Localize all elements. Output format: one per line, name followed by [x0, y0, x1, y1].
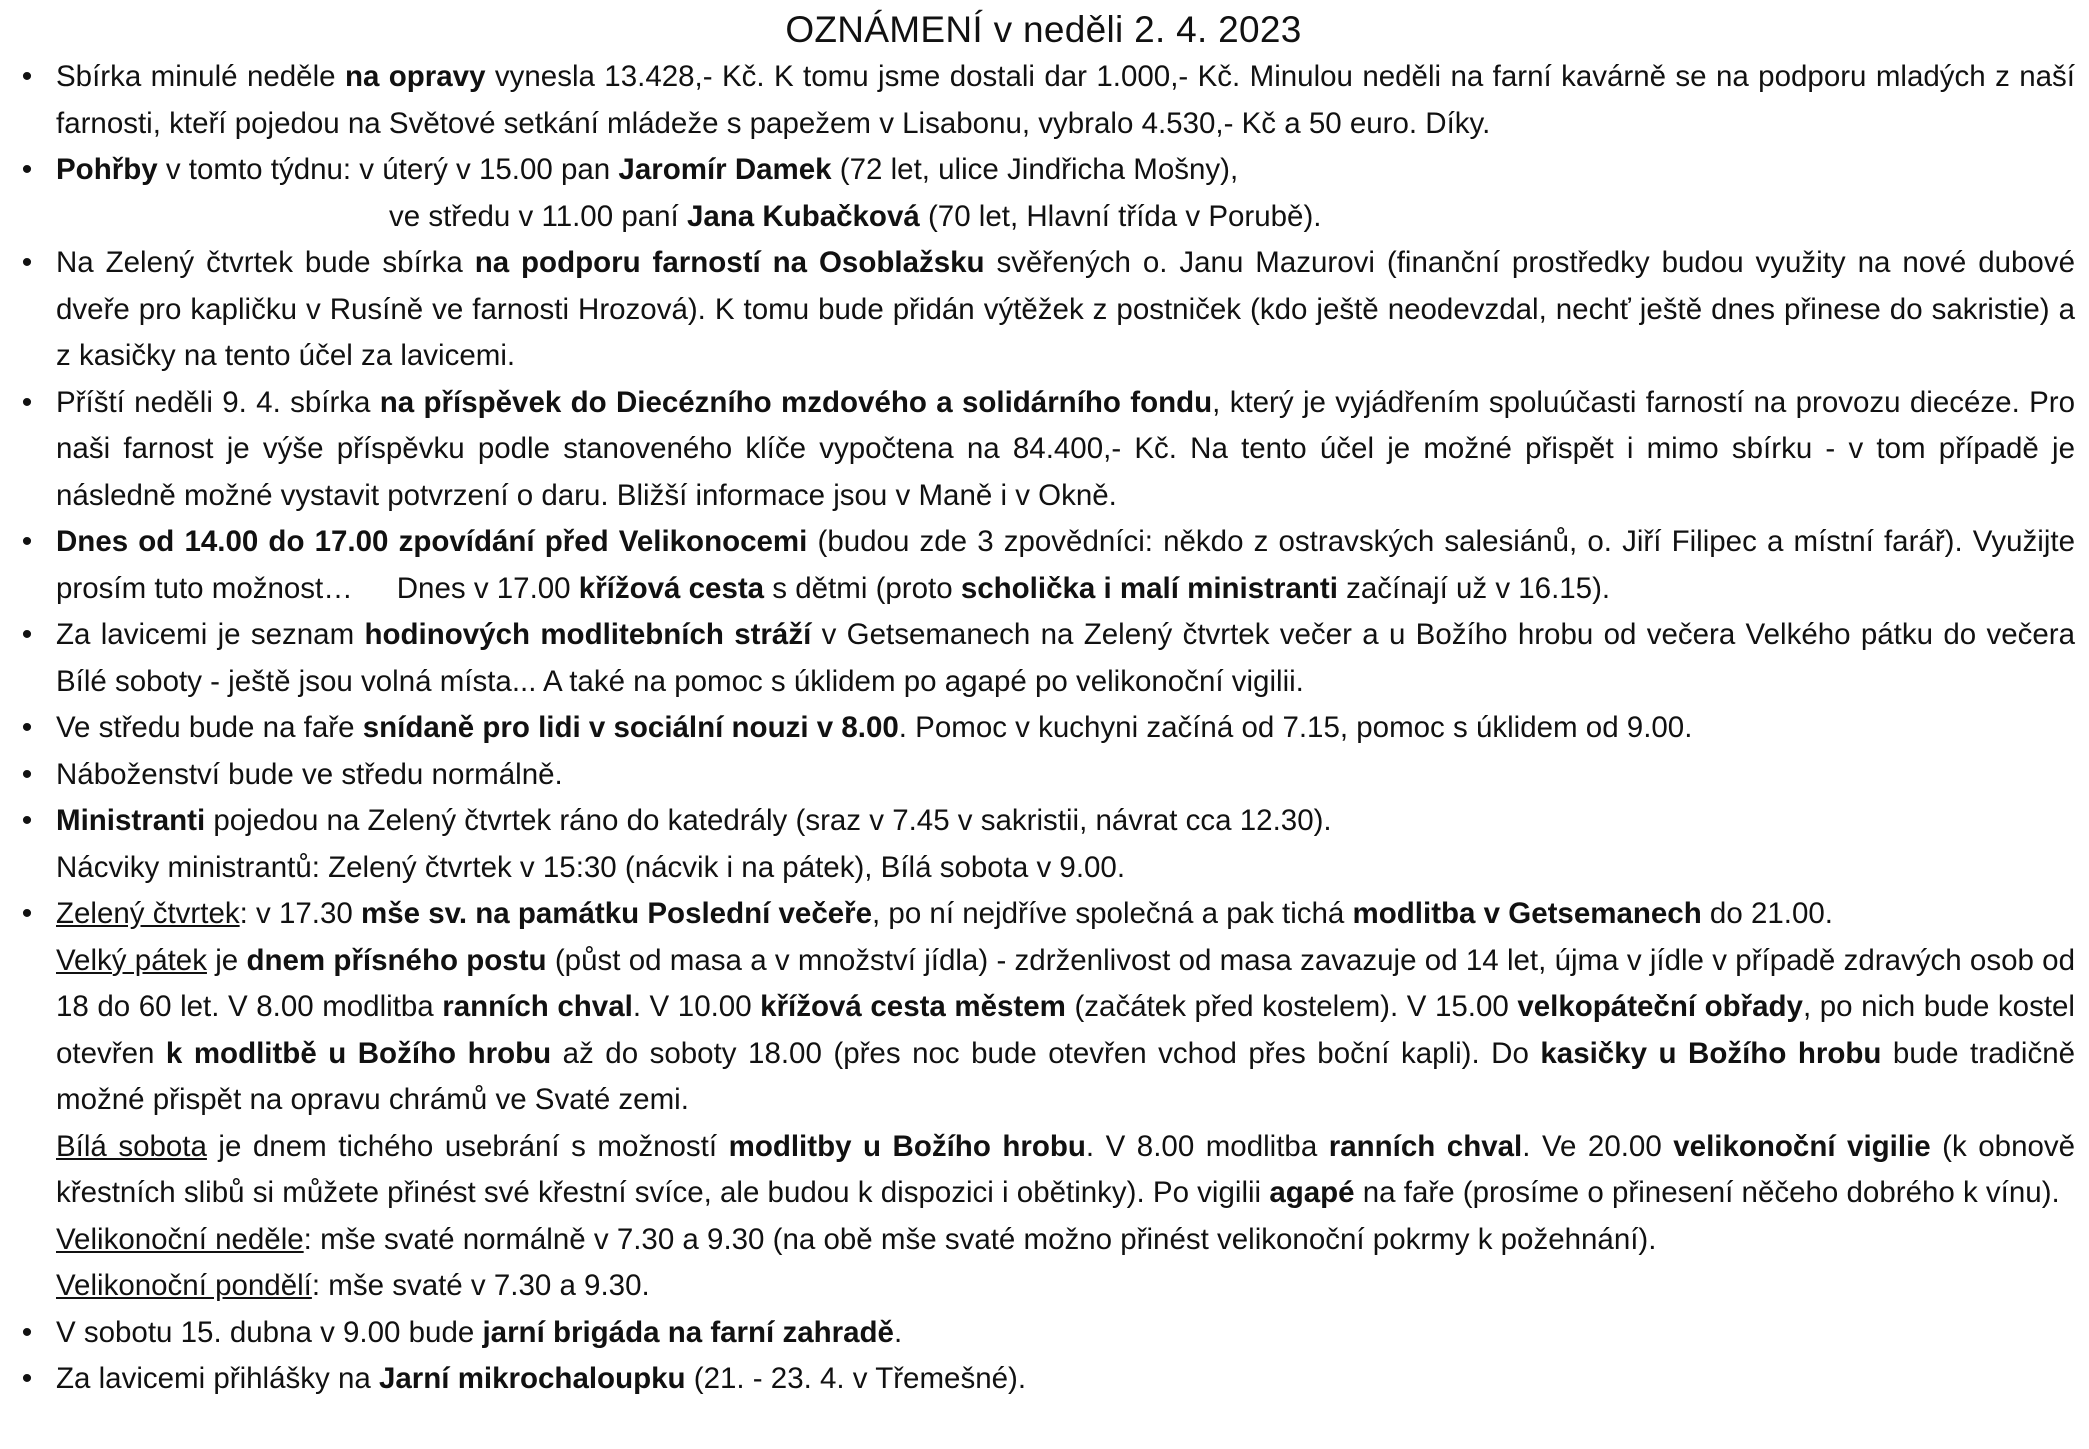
easter-monday-text: Velikonoční pondělí: mše svaté v 7.30 a 9.30. [56, 1269, 650, 1302]
bullet: • [21, 385, 33, 419]
item-text: Za lavicemi je seznam hodinových modlitebních stráží v Getsemanech na Zelený čtvrtek večer a u Božího hrobu od večera Velkého pátku do večera Bílé soboty - ještě jsou volná místa... A také na pomoc s úklidem po agapé po velikonoční vigilii. [56, 618, 2075, 698]
bullet: • [21, 757, 33, 791]
item-text-continued: ve středu v 11.00 paní Jana Kubačková (70 let, Hlavní třída v Porubě). [389, 199, 1322, 233]
item-text: Pohřby v tomto týdnu: v úterý v 15.00 pan Jaromír Damek (72 let, ulice Jindřicha Mošny), [56, 153, 1239, 186]
list-item-spring-camp [12, 1356, 2075, 1403]
item-text: Za lavicemi přihlášky na Jarní mikrochaloupku (21. - 23. 4. v Třemešné). [56, 1362, 1027, 1395]
item-text: V sobotu 15. dubna v 9.00 bude jarní brigáda na farní zahradě. [56, 1315, 903, 1349]
list-item-diocese-fund [12, 380, 2075, 520]
page-title: OZNÁMENÍ v neděli 2. 4. 2023 [785, 9, 1302, 50]
item-text: Na Zelený čtvrtek bude sbírka na podporu farností na Osoblažsku svěřených o. Janu Mazurovi (finanční prostředky budou využity na nové dubové dveře pro kapličku v Rusíně ve farnosti Hrozová). K tomu bude přidán výtěžek z postniček (kdo ještě neodevzdal, nechť ještě dnes přinese do sakristie) a z kasičky na tento účel za lavicemi. [56, 246, 2075, 372]
holy-thursday-text: Zelený čtvrtek: v 17.30 mše sv. na památku Poslední večeře, po ní nejdříve společná a pak tichá modlitba v Getsemanech do 21.00. [56, 897, 1833, 930]
list-item-funerals [12, 147, 2075, 240]
bullet: • [21, 246, 33, 279]
bullet: • [21, 1362, 33, 1395]
bullet: • [21, 618, 33, 651]
bullet: • [21, 1315, 33, 1349]
bullet: • [21, 897, 33, 930]
list-item-holy-week [12, 891, 2075, 1310]
bullet: • [21, 153, 33, 186]
item-text: Náboženství bude ve středu normálně. [56, 757, 563, 791]
bullet: • [21, 804, 33, 837]
list-item-breakfast [12, 705, 2075, 752]
list-item-garden-work [12, 1310, 2075, 1357]
list-item-altar-servers [12, 798, 2075, 891]
bullet: • [21, 60, 33, 93]
list-item-religion-class [12, 752, 2075, 799]
list-item-holy-thursday-collection [12, 240, 2075, 380]
list-item-confessions [12, 519, 2075, 612]
item-text: Dnes od 14.00 do 17.00 zpovídání před Velikonocemi (budou zde 3 zpovědníci: někdo z ostravských salesiánů, o. Jiří Filipec a místní farář). Využijte prosím tuto možnost… Dnes v 17.00 křížová cesta s dětmi (proto scholička i malí ministranti začínají už v 16.15). [56, 525, 2075, 605]
item-text: Sbírka minulé neděle na opravy vynesla 13.428,- Kč. K tomu jsme dostali dar 1.000,- Kč. Minulou neděli na farní kavárně se na podporu mladých z naší farnosti, kteří pojedou na Světové setkání mládeže s papežem v Lisabonu, vybralo 4.530,- Kč a 50 euro. Díky. [56, 60, 2075, 140]
announcement-list [12, 54, 2075, 1403]
list-item-prayer-watches [12, 612, 2075, 705]
easter-sunday-text: Velikonoční neděle: mše svaté normálně v 7.30 a 9.30 (na obě mše svaté možno přinést velikonoční pokrmy k požehnání). [56, 1222, 1657, 1256]
item-text: Ve středu bude na faře snídaně pro lidi v sociální nouzi v 8.00. Pomoc v kuchyni začíná od 7.15, pomoc s úklidem od 9.00. [56, 711, 1693, 744]
list-item-collection [12, 54, 2075, 147]
item-text: Ministranti pojedou na Zelený čtvrtek ráno do katedrály (sraz v 7.45 v sakristii, návrat cca 12.30). [56, 804, 1332, 837]
bullet: • [21, 711, 33, 744]
item-text-continued: Nácviky ministrantů: Zelený čtvrtek v 15:30 (nácvik i na pátek), Bílá sobota v 9.00. [56, 850, 1126, 884]
bullet: • [21, 525, 33, 558]
holy-saturday-text: Bílá sobota je dnem tichého usebrání s možností modlitby u Božího hrobu. V 8.00 modlitba ranních chval. Ve 20.00 velikonoční vigilie (k obnově křestních slibů si můžete přinést své křestní svíce, ale budou k dispozici i obětinky). Po vigilii agapé na faře (prosíme o přinesení něčeho dobrého k vínu). [56, 1129, 2076, 1209]
good-friday-text: Velký pátek je dnem přísného postu (půst od masa a v množství jídla) - zdrženlivost od masa zavazuje od 14 let, újma v jídle v případě zdravých osob od 18 do 60 let. V 8.00 modlitba ranních chval. V 10.00 křížová cesta městem (začátek před kostelem). V 15.00 velkopáteční obřady, po nich bude kostel otevřen k modlitbě u Božího hrobu až do soboty 18.00 (přes noc bude otevřen vchod přes boční kapli). Do kasičky u Božího hrobu bude tradičně možné přispět na opravu chrámů ve Svaté zemi. [56, 943, 2076, 1116]
item-text: Příští neděli 9. 4. sbírka na příspěvek do Diecézního mzdového a solidárního fondu, který je vyjádřením spoluúčasti farností na provozu diecéze. Pro naši farnost je výše příspěvku podle stanoveného klíče vypočtena na 84.400,- Kč. Na tento účel je možné přispět i mimo sbírku - v tom případě je následně možné vystavit potvrzení o daru. Bližší informace jsou v Maně i v Okně. [56, 385, 2075, 512]
